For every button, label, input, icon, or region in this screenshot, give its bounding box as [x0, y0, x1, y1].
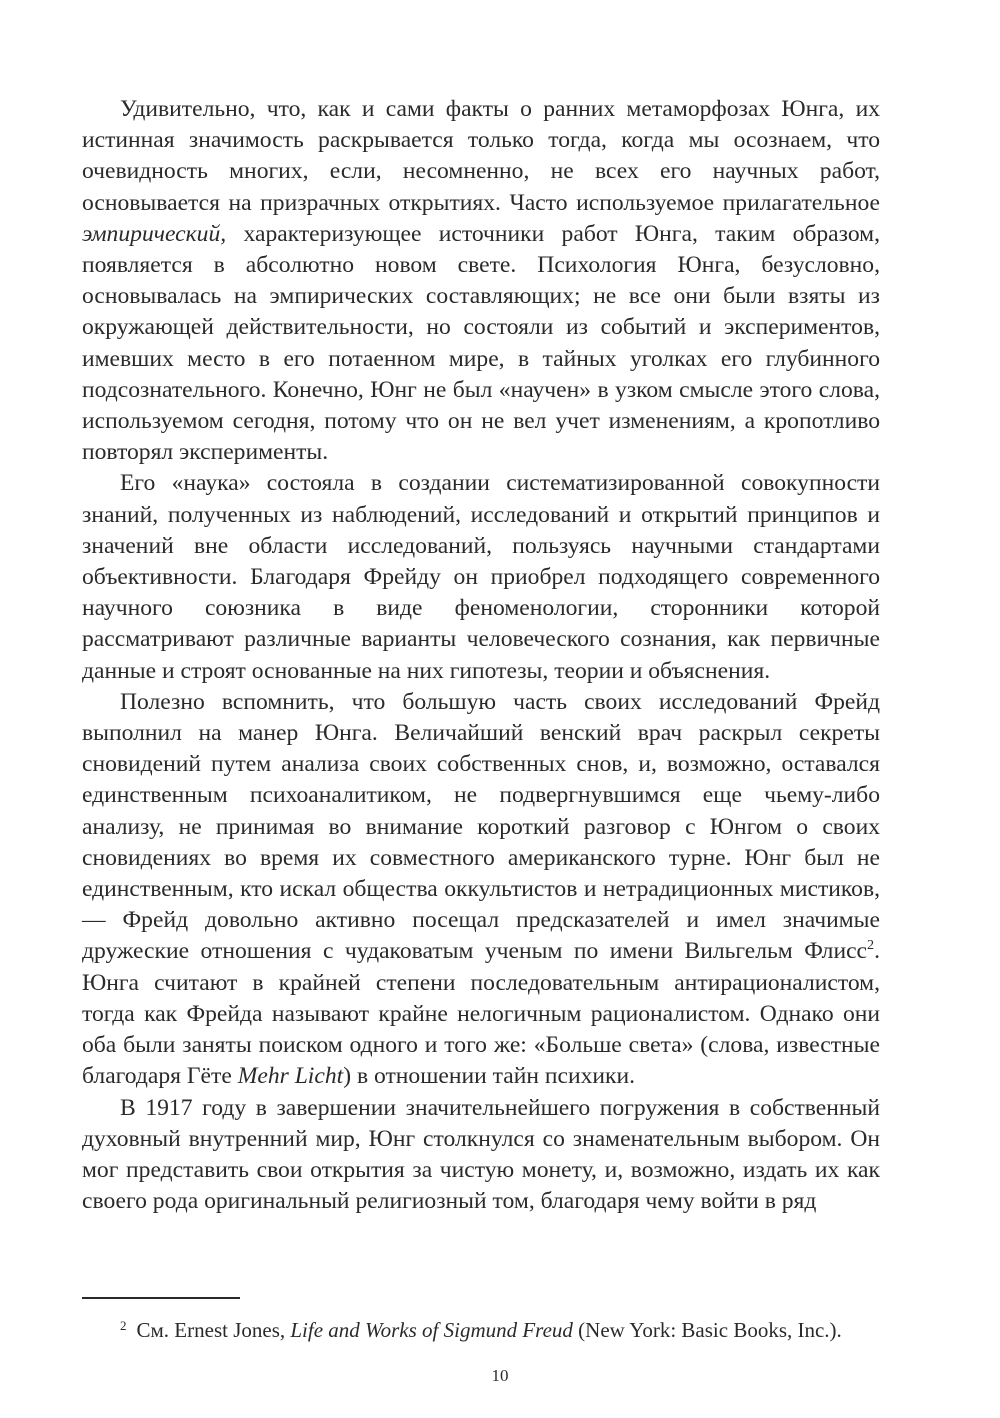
paragraph-4	[82, 1093, 880, 1218]
footnote-prefix: См. Ernest Jones,	[136, 1318, 291, 1342]
paragraph-1	[82, 94, 880, 468]
text-segment: ) в отношении тайн психики.	[343, 1063, 635, 1090]
text-segment: характеризующее источники работ Юнга, таким образом, появляется в абсолютно новом свете. Психология Юнга, безусловно, основывалась на эмпирических составляющих; не все они были взяты из окружающей действительности, но состояли из событий и экспериментов, имевших место в его потаенном мире, в тайных уголках его глубинного подсознательного. Конечно, Юнг не был «научен» в узком смысле этого слова, используемом сегодня, потому что он не вел учет изменениям, а кропотливо повторял эксперименты.	[82, 220, 880, 466]
footnote-suffix: (New York: Basic Books, Inc.).	[572, 1318, 842, 1342]
italic-term: эмпирический,	[82, 220, 227, 247]
text-segment: Удивительно, что, как и сами факты о ранних метаморфозах Юнга, их истинная значимость раскрывается только тогда, когда мы осознаем, что очевидность многих, если, несомненно, не всех его научных работ, основывается на призрачных открытиях. Часто используемое прилагательное	[82, 96, 880, 216]
text-segment: Его «наука» состояла в создании систематизированной совокупности знаний, полученных из наблюдений, исследований и открытий принципов и значений вне области исследований, пользуясь научными стандартами объективности. Благодаря Фрейду он приобрел подходящего современного научного союзника в виде феноменологии, сторонники которой рассматривают различные варианты человеческого сознания, как первичные данные и строят основанные на них гипотезы, теории и объяснения.	[82, 470, 880, 684]
text-segment: . Юнга считают в крайней степени последовательным антирационалистом, тогда как Фрейда называют крайне нелогичным рационалистом. Однако они оба были заняты поиском одного и того же: «Больше света» (слова, известные благодаря Гёте	[82, 938, 880, 1090]
footnote-divider	[82, 1297, 240, 1299]
italic-term: Mehr Licht	[237, 1063, 344, 1090]
footnote-mark: 2	[120, 1318, 127, 1333]
page-number: 10	[491, 1366, 509, 1385]
paragraph-3	[82, 687, 880, 1093]
text-segment: Полезно вспомнить, что большую часть своих исследований Фрейд выполнил на манер Юнга. Величайший венский врач раскрыл секреты сновидений путем анализа своих собственных снов, и, возможно, оставался единственным психоаналитиком, не подвергнувшимся еще чьему-либо анализу, не принимая во внимание короткий разговор с Юнгом о своих сновидениях во время их совместного американского турне. Юнг был не единственным, кто искал общества оккультистов и нетрадиционных мистиков, — Фрейд довольно активно посещал предсказателей и имел значимые дружеские отношения с чудаковатым ученым по имени Вильгельм Флисс	[82, 688, 880, 965]
footnote-book-title: Life and Works of Sigmund Freud	[290, 1318, 573, 1342]
main-text	[82, 94, 880, 1217]
text-segment: В 1917 году в завершении значительнейшего погружения в собственный духовный внутренний мир, Юнг столкнулся со знаменательным выбором. Он мог представить свои открытия за чистую монету, и, возможно, издать их как своего рода оригинальный религиозный том, благодаря чему войти в ряд	[82, 1094, 880, 1215]
paragraph-2	[82, 468, 880, 686]
footnote	[120, 1312, 900, 1344]
footnote-reference[interactable]: 2	[867, 937, 875, 954]
